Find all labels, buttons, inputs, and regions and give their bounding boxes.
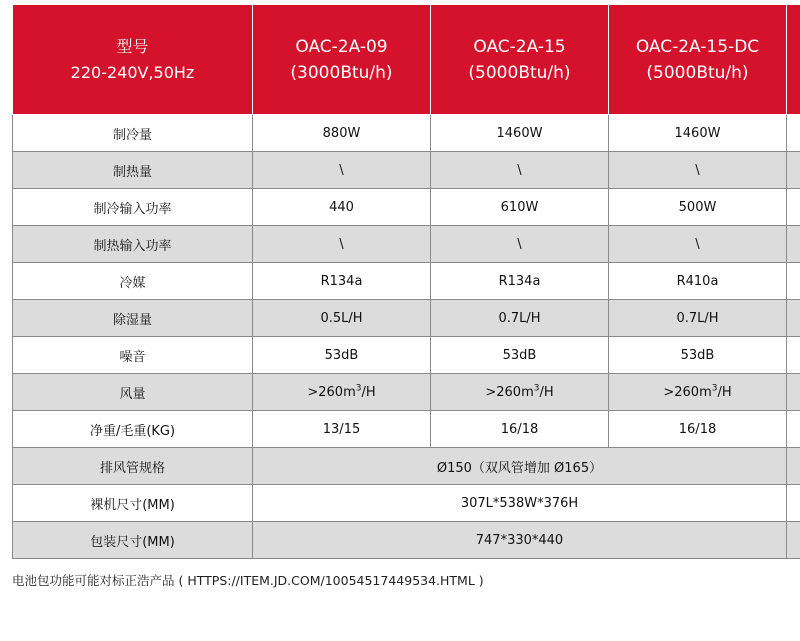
cell-value: 13/15 — [253, 411, 431, 448]
row-label: 排风管规格 — [13, 448, 253, 485]
table-row — [13, 226, 800, 263]
overflow-cell — [787, 152, 800, 189]
cell-value — [431, 374, 609, 411]
cell-value: 1460W — [609, 115, 787, 152]
row-label: 风量 — [13, 374, 253, 411]
cell-value: 16/18 — [431, 411, 609, 448]
merged-cell-value: 747*330*440 — [253, 522, 787, 559]
table-row — [13, 115, 800, 152]
cell-value: 880W — [253, 115, 431, 152]
table-row — [13, 411, 800, 448]
overflow-cell — [787, 115, 800, 152]
value-prefix: >260m — [485, 384, 534, 400]
model-btu: (3000Btu/h) — [290, 62, 393, 83]
row-label: 冷媒 — [13, 263, 253, 300]
cell-value: 53dB — [609, 337, 787, 374]
overflow-cell — [787, 411, 800, 448]
cell-value: 500W — [609, 189, 787, 226]
model-btu: (5000Btu/h) — [468, 62, 571, 83]
overflow-cell — [787, 300, 800, 337]
row-label: 除湿量 — [13, 300, 253, 337]
row-label: 净重/毛重(KG) — [13, 411, 253, 448]
spec-table — [12, 5, 800, 559]
row-label: 噪音 — [13, 337, 253, 374]
table-row — [13, 300, 800, 337]
row-label: 制热量 — [13, 152, 253, 189]
cell-value: R410a — [609, 263, 787, 300]
merged-cell-value: Ø150（双风管增加 Ø165） — [253, 448, 787, 485]
cell-value: 440 — [253, 189, 431, 226]
overflow-cell — [787, 374, 800, 411]
overflow-cell — [787, 485, 800, 522]
header-model-cell — [13, 5, 253, 115]
value-superscript: 3 — [355, 383, 362, 394]
cell-value: 0.5L/H — [253, 300, 431, 337]
row-label: 制热输入功率 — [13, 226, 253, 263]
value-suffix: /H — [539, 384, 554, 400]
overflow-cell — [787, 189, 800, 226]
cell-value: R134a — [253, 263, 431, 300]
model-name: OAC-2A-09 — [295, 36, 388, 57]
header-model-1 — [253, 5, 431, 115]
cell-value: 0.7L/H — [431, 300, 609, 337]
model-btu: (5000Btu/h) — [646, 62, 749, 83]
cell-value: \ — [431, 226, 609, 263]
table-row — [13, 374, 800, 411]
cell-value: 53dB — [253, 337, 431, 374]
row-label: 制冷量 — [13, 115, 253, 152]
row-label: 包装尺寸(MM) — [13, 522, 253, 559]
cell-value: \ — [253, 226, 431, 263]
table-row — [13, 337, 800, 374]
value-superscript: 3 — [533, 383, 540, 394]
cell-value: 0.7L/H — [609, 300, 787, 337]
overflow-cell — [787, 263, 800, 300]
header-overflow-cell — [787, 5, 800, 115]
row-label: 制冷输入功率 — [13, 189, 253, 226]
header-model-2 — [431, 5, 609, 115]
value-prefix: >260m — [307, 384, 356, 400]
model-name: OAC-2A-15-DC — [635, 36, 760, 57]
cell-value: \ — [431, 152, 609, 189]
merged-cell-value: 307L*538W*376H — [253, 485, 787, 522]
overflow-cell — [787, 337, 800, 374]
table-row-merged — [13, 485, 800, 522]
cell-value: \ — [609, 226, 787, 263]
table-row — [13, 189, 800, 226]
value-superscript: 3 — [711, 383, 718, 394]
overflow-cell — [787, 226, 800, 263]
model-label: 型号 — [116, 36, 149, 56]
cell-value: 610W — [431, 189, 609, 226]
table-row — [13, 152, 800, 189]
cell-value: R134a — [431, 263, 609, 300]
table-row — [13, 263, 800, 300]
cell-value: \ — [253, 152, 431, 189]
value-prefix: >260m — [663, 384, 712, 400]
footnote: 电池包功能可能对标正浩产品 ( HTTPS://ITEM.JD.COM/10054517449534.HTML ) — [12, 573, 484, 588]
cell-value: 53dB — [431, 337, 609, 374]
header-model-3 — [609, 5, 787, 115]
value-suffix: /H — [361, 384, 376, 400]
table-row-merged — [13, 448, 800, 485]
header-row — [13, 5, 800, 115]
cell-value — [253, 374, 431, 411]
model-name: OAC-2A-15 — [473, 36, 566, 57]
value-suffix: /H — [717, 384, 732, 400]
cell-value: 1460W — [431, 115, 609, 152]
cell-value: 16/18 — [609, 411, 787, 448]
cell-value — [609, 374, 787, 411]
table-row-merged — [13, 522, 800, 559]
overflow-cell — [787, 522, 800, 559]
cell-value: \ — [609, 152, 787, 189]
overflow-cell — [787, 448, 800, 485]
row-label: 裸机尺寸(MM) — [13, 485, 253, 522]
voltage-label: 220-240V,50Hz — [70, 62, 195, 82]
